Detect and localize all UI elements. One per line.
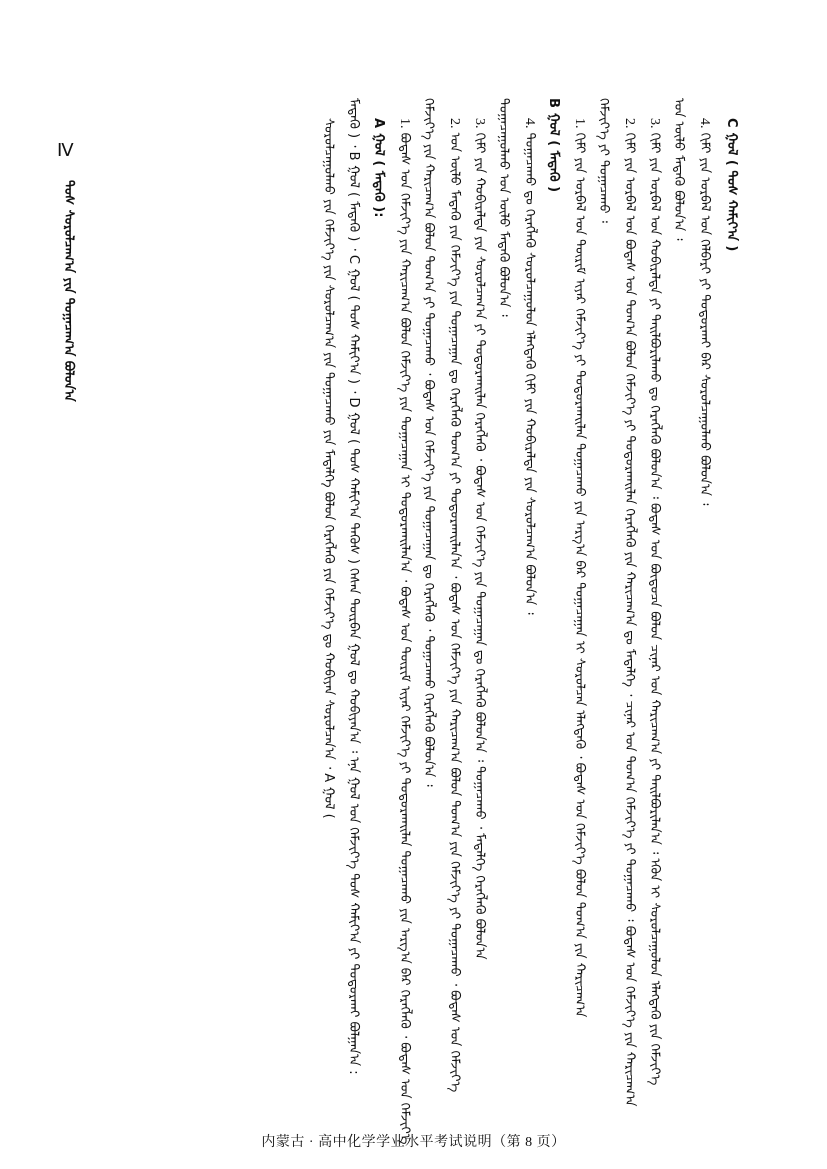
item-number: 3. (472, 118, 487, 129)
section-letter: C (724, 118, 739, 128)
section-heading-iv (62, 180, 75, 402)
item-number: 3. (647, 118, 662, 129)
item-text: ᠲᠣᠭᠠᠴᠠᠬᠤ ᠳᠤ ᠬᠡᠷᠡᠭᠯᠡᠬᠦ ᠰᠤᠷᠤᠯᠴᠠᠭᠤᠯᠤᠨ ᠡᠯᠡᠭᠳᠡᠬᠦ ᠬᠢᠮᠢ ᠶᠢᠨ ᠬᠤᠪᠢᠷᠠᠯᠲᠠ ᠶᠢᠨ ᠰᠤᠷᠤᠯᠴᠠᠭ᠎ᠠ ᠪᠣᠯᠣᠨ᠎ᠠ ᠄ (522, 132, 537, 615)
item-number: 1. (572, 118, 587, 129)
item-line (622, 118, 636, 1106)
continuation-line (497, 98, 510, 317)
line-text: ᠮᠡᠳᠡᠬᠦ ) ᠂ B ᠭᠤᠯ ( ᠮᠡᠳᠡᠬᠦ ) ᠂ C ᠭᠤᠯ ( ᠳᠤᠰ ᠬᠠᠮᠢᠶ᠎ᠠ ) ᠂ D ᠭᠤᠯ ( ᠳᠤᠰ ᠬᠠᠮᠢᠶ᠎ᠠ ᠲᠡᠭᠦᠰ ) ᠭᠡᠰᠡᠨ ᠳᠥᠷᠪᠡᠨ ᠭᠤᠯ ᠳᠤ ᠬᠤᠪᠢᠶᠠᠨ᠎ᠠ ᠄ ᠡᠨᠡ ᠭᠤᠯ ᠤᠨ ᠬᠡᠮᠵᠢᠶ᠎ᠡ ᠳᠤᠰ ᠬᠠᠮᠢᠶ᠎ᠠ ᠶᠢ ᠲᠣᠳᠣᠷᠬᠠᠢ ᠪᠣᠯᠭᠠᠨ᠎ᠠ : (346, 98, 361, 1075)
item-line (447, 118, 461, 1092)
item-text: ᠪᠣᠳᠠᠰ ᠤᠨ ᠬᠡᠮᠵᠢᠶ᠎ᠡ ᠶᠢᠨ ᠬᠠᠷᠢᠴᠠᠭ᠎ᠠ ᠪᠣᠯᠣᠨ ᠬᠡᠮᠵᠢᠶ᠎ᠡ ᠶᠢᠨ ᠲᠣᠭᠠᠴᠠᠭᠠᠨ ᠢ ᠲᠣᠳᠣᠷᠬᠠᠢᠯᠠᠨ᠎ᠠ ᠂ ᠪᠣᠳᠠᠰ ᠤᠨ ᠳᠦᠷᠢᠮ ᠢᠶᠡᠷ ᠬᠡᠮᠵᠢᠶ᠎ᠡ ᠶᠢ ᠲᠣᠳᠣᠷᠬᠠᠢᠯᠠᠨ ᠲᠣᠭᠠᠴᠠᠬᠤ ᠶᠢᠨ ᠠᠷᠭ᠎ᠠ ᠪᠠᠷ ᠬᠡᠷᠡᠭᠯᠡᠬᠦ ᠂ ᠪᠣᠳᠠᠰ ᠤᠨ ᠬᠡᠮᠵᠢᠶ᠎ᠡ (397, 132, 412, 1145)
heading-text: ᠭᠤᠯ ( ᠮᠡᠳᠡᠬᠦ ) (546, 113, 561, 193)
item-line (472, 118, 486, 960)
item-text: ᠬᠢᠮᠢ ᠶᠢᠨ ᠤᠷᠪᠠᠯ ᠤᠨ ᠳᠦᠷᠢᠮ ᠢᠶᠡᠷ ᠬᠡᠮᠵᠢᠶ᠎ᠡ ᠶᠢ ᠲᠣᠳᠣᠷᠬᠠᠢᠯᠠᠨ ᠲᠣᠭᠠᠴᠠᠬᠤ ᠶᠢᠨ ᠠᠷᠭ᠎ᠠ ᠪᠠᠷ ᠲᠣᠭᠠᠴᠠᠭᠠᠨ ᠢ ᠰᠤᠷᠤᠯᠴᠠᠨ ᠡᠯᠡᠭᠳᠡᠬᠦ ᠂ ᠪᠣᠳᠠᠰ ᠤᠨ ᠬᠡᠮᠵᠢᠶ᠎ᠡ ᠪᠣᠯᠣᠨ ᠲᠣᠭ᠎ᠠ ᠶᠢᠨ ᠬᠠᠷᠢᠴᠠᠭ᠎ᠠ (572, 132, 587, 1018)
section-letter: A (371, 118, 386, 129)
section-number-iv: Ⅳ (57, 140, 74, 160)
section-heading-c (725, 118, 738, 251)
item-text: ᠬᠢᠮᠢ ᠶᠢᠨ ᠤᠷᠪᠠᠯ ᠤᠨ ᠬᠡᠯᠪᠡᠷᠢ ᠶᠢ ᠲᠣᠳᠣᠷᠬᠠᠢ ᠪᠡᠷ ᠰᠤᠷᠤᠯᠴᠠᠭᠤᠯᠬᠤ ᠪᠣᠯᠣᠨ᠎ᠠ ᠄ (697, 132, 712, 506)
item-number: 4. (697, 118, 712, 129)
continuation-line (422, 98, 435, 787)
continuation-line (347, 98, 360, 1075)
item-line (647, 118, 661, 1085)
item-number: 2. (447, 118, 462, 129)
item-line (572, 118, 586, 1017)
line-text: ᠲᠣᠭᠠᠴᠠᠭᠤᠯᠬᠤ ᠤᠨ ᠦᠯᠦ ᠮᠡᠳᠡᠬᠦ ᠪᠣᠯᠣᠨ᠎ᠠ ᠄ (496, 98, 511, 317)
heading-text: ᠳᠤᠰ ᠰᠤᠷᠤᠯᠴᠠᠭ᠎ᠠ ᠶᠢᠨ ᠲᠣᠭᠠᠴᠠᠭ᠎ᠠ ᠪᠣᠯᠤᠨ᠎ᠠ (61, 180, 76, 402)
item-line (522, 118, 536, 615)
section-letter: B (546, 98, 561, 109)
continuation-line (597, 98, 610, 223)
line-text: ᠬᠡᠮᠵᠢᠶ᠎ᠡ ᠶᠢ ᠲᠣᠭᠠᠴᠠᠬᠤ ᠄ (596, 98, 611, 223)
line-text: ᠰᠤᠷᠤᠯᠴᠠᠭᠤᠯᠬᠤ ᠶᠢᠨ ᠬᠡᠮᠵᠢᠶ᠎ᠡ ᠶᠢᠨ ᠰᠤᠷᠤᠯᠴᠠᠭ᠎ᠠ ᠶᠢᠨ ᠲᠣᠭᠠᠴᠠᠬᠤ ᠶᠢᠨ ᠮᠡᠳᠡᠯᠭᠡ ᠪᠣᠯᠣᠨ ᠬᠡᠷᠡᠭᠯᠡᠬᠦ ᠶᠢᠨ ᠬᠡᠮᠵᠢᠶ᠎ᠡ ᠳᠤ ᠬᠤᠪᠢᠶᠠᠨ ᠰᠤᠷᠤᠯᠴᠠᠨ᠎ᠠ ᠂ A ᠭᠤᠯ ( (321, 118, 336, 819)
item-text: ᠬᠢᠮᠢ ᠶᠢᠨ ᠬᠤᠪᠢᠷᠠᠯᠲᠠ ᠶᠢᠨ ᠰᠤᠷᠤᠯᠴᠠᠭ᠎ᠠ ᠶᠢ ᠲᠣᠳᠣᠷᠬᠠᠢᠯᠠᠨ ᠬᠡᠷᠡᠭᠯᠡᠬᠦ ᠂ ᠪᠣᠳᠠᠰ ᠤᠨ ᠬᠡᠮᠵᠢᠶ᠎ᠡ ᠶᠢᠨ ᠲᠣᠭᠠᠴᠠᠭᠠᠨ ᠳᠤ ᠬᠡᠷᠡᠭᠯᠡᠬᠦ ᠪᠣᠯᠣᠨ᠎ᠠ ᠄ ᠲᠣᠭᠠᠴᠠᠬᠤ ᠂ ᠮᠡᠳᠡᠯᠭᠡ ᠬᠡᠷᠡᠭᠯᠡᠬᠦ ᠪᠣᠯᠣᠨ᠎ᠠ (472, 132, 487, 960)
item-line (697, 118, 711, 505)
heading-text: ᠭᠤᠯ ( ᠮᠡᠳᠡᠬᠦ ): (371, 133, 386, 218)
continuation-line (672, 98, 685, 241)
section-heading-b (547, 98, 560, 192)
page-footer: 内蒙古 · 高中化学学业水平考试说明（第 8 页） (261, 1135, 566, 1150)
item-number: 4. (522, 118, 537, 129)
heading-text: ᠭᠤᠯ ( ᠳᠤᠰ ᠬᠠᠮᠢᠶ᠎ᠠ ) (724, 132, 739, 252)
item-number: 2. (622, 118, 637, 129)
line-text: ᠤᠨ ᠦᠯᠦ ᠮᠡᠳᠡᠬᠦ ᠪᠣᠯᠣᠨ᠎ᠠ ᠄ (671, 98, 686, 241)
item-text: ᠬᠢᠮᠢ ᠶᠢᠨ ᠤᠷᠪᠠᠯ ᠤᠨ ᠪᠣᠳᠠᠰ ᠤᠨ ᠲᠣᠭ᠎ᠠ ᠪᠣᠯᠣᠨ ᠬᠡᠮᠵᠢᠶ᠎ᠡ ᠶᠢ ᠲᠣᠳᠣᠷᠬᠠᠢᠯᠠᠨ ᠬᠡᠷᠡᠭᠯᠡᠬᠦ ᠶᠢᠨ ᠬᠠᠷᠢᠴᠠᠭ᠎ᠠ ᠳᠤ ᠮᠡᠳᠡᠯᠭᠡ ᠂ ᠴᠢᠨᠠᠷ ᠤᠨ ᠲᠣᠭ᠎ᠠ ᠬᠡᠮᠵᠢᠶ᠎ᠡ ᠶᠢ ᠲᠣᠭᠠᠴᠠᠬᠤ ᠄ ᠪᠣᠳᠠᠰ ᠤᠨ ᠬᠡᠮᠵᠢᠶ᠎ᠡ ᠶᠢᠨ ᠬᠠᠷᠢᠴᠠᠭ᠎ᠠ (622, 132, 637, 1107)
line-text: ᠬᠡᠮᠵᠢᠶ᠎ᠡ ᠶᠢᠨ ᠬᠠᠷᠢᠴᠠᠭ᠎ᠠ ᠪᠣᠯᠣᠨ ᠲᠣᠭ᠎ᠠ ᠶᠢ ᠲᠣᠭᠠᠴᠠᠬᠤ ᠂ ᠪᠣᠳᠠᠰ ᠤᠨ ᠬᠡᠮᠵᠢᠶ᠎ᠡ ᠶᠢᠨ ᠲᠣᠭᠠᠴᠠᠭᠠᠨ ᠳᠤ ᠬᠡᠷᠡᠭᠯᠡᠬᠦ ᠂ ᠲᠣᠭᠠᠴᠠᠬᠤ ᠬᠡᠷᠡᠭᠯᠡᠬᠦ ᠪᠣᠯᠣᠨ᠎ᠠ ᠄ (421, 98, 436, 787)
item-line (397, 118, 411, 1144)
item-text: ᠬᠢᠮᠢ ᠶᠢᠨ ᠤᠷᠪᠠᠯ ᠤᠨ ᠬᠤᠪᠢᠷᠠᠯᠲᠠ ᠶᠢ ᠲᠠᠢᠯᠪᠤᠷᠢᠯᠠᠬᠤ ᠳᠤ ᠬᠡᠷᠡᠭᠯᠡᠬᠦ ᠪᠣᠯᠣᠨ᠎ᠠ ᠄ ᠪᠣᠳᠠᠰ ᠤᠨ ᠪᠦᠲᠦᠴᠡ ᠪᠣᠯᠣᠨ ᠴᠢᠨᠠᠷ ᠤᠨ ᠬᠠᠷᠢᠴᠠᠭ᠎ᠠ ᠶᠢ ᠲᠠᠢᠯᠪᠤᠷᠢᠯᠠᠨ᠎ᠠ ᠄ ᠡᠭᠦᠨ ᠢ ᠰᠤᠷᠤᠯᠴᠠᠭᠤᠯᠤᠨ ᠡᠯᠡᠭᠳᠡᠬᠦ ᠶᠢᠨ ᠬᠡᠮᠵᠢᠶ᠎ᠡ (647, 132, 662, 1086)
section-heading-a (372, 118, 385, 217)
item-text: ᠤᠨ ᠦᠯᠦ ᠮᠡᠳᠡᠬᠦ ᠶᠢᠨ ᠬᠡᠮᠵᠢᠶ᠎ᠡ ᠶᠢᠨ ᠲᠣᠭᠠᠴᠠᠭᠠᠨ ᠳᠤ ᠬᠡᠷᠡᠭᠯᠡᠬᠦ ᠲᠣᠭ᠎ᠠ ᠶᠢ ᠲᠣᠳᠣᠷᠬᠠᠢᠯᠠᠨ᠎ᠠ ᠂ ᠪᠣᠳᠠᠰ ᠤᠨ ᠬᠡᠮᠵᠢᠶ᠎ᠡ ᠶᠢᠨ ᠬᠠᠷᠢᠴᠠᠭ᠎ᠠ ᠪᠣᠯᠣᠨ ᠲᠣᠭ᠎ᠠ ᠶᠢᠨ ᠬᠡᠮᠵᠢᠶ᠎ᠡ ᠶᠢ ᠲᠣᠭᠠᠴᠠᠬᠤ ᠂ ᠪᠣᠳᠠᠰ ᠤᠨ ᠬᠡᠮᠵᠢᠶ᠎ᠡ (447, 132, 462, 1093)
item-number: 1. (397, 118, 412, 129)
continuation-line (322, 118, 335, 819)
